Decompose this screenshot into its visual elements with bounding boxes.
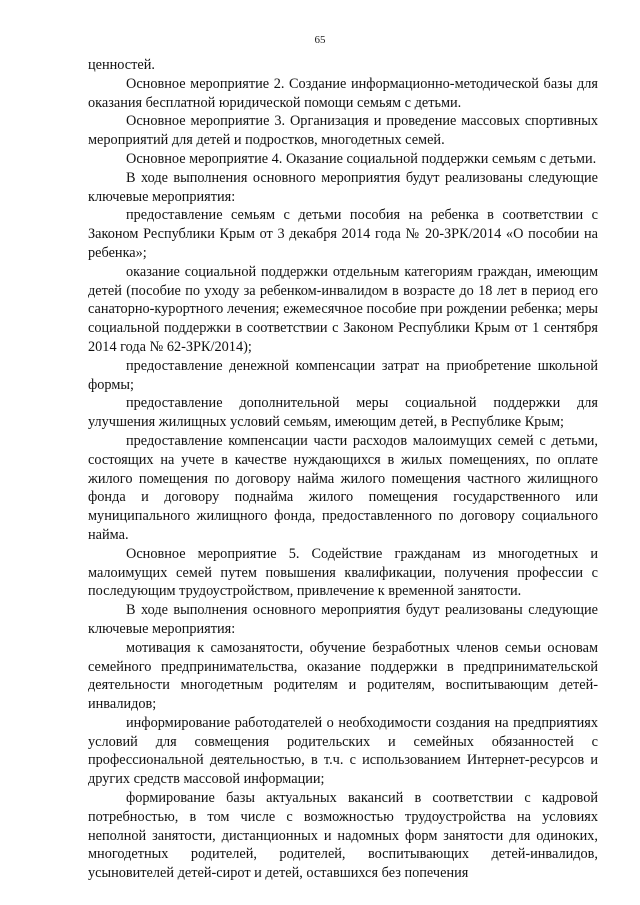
paragraph: предоставление дополнительной меры социальной поддержки для улучшения жилищных условий семьям, имеющим детей, в Республике Крым; bbox=[88, 395, 598, 431]
paragraph: Основное мероприятие 2. Создание информационно-методической базы для оказания бесплатной юридической помощи семьям с детьми. bbox=[88, 75, 598, 111]
paragraph: предоставление денежной компенсации затрат на приобретение школьной формы; bbox=[88, 357, 598, 393]
paragraph: информирование работодателей о необходимости создания на предприятиях условий для совмещения родительских и семейных обязанностей с профессиональной деятельностью, в т.ч. с использованием Интернет-ресурсов и других средств массовой информации; bbox=[88, 714, 598, 788]
paragraph: мотивация к самозанятости, обучение безработных членов семьи основам семейного предпринимательства, оказание поддержки в предпринимательской деятельности многодетным родителям и родителям, воспитывающим детей-инвалидов; bbox=[88, 639, 598, 713]
paragraph: предоставление семьям с детьми пособия на ребенка в соответствии с Законом Республики Крым от 3 декабря 2014 года № 20-ЗРК/2014 «О пособии на ребенка»; bbox=[88, 207, 598, 261]
paragraph: Основное мероприятие 3. Организация и проведение массовых спортивных мероприятий для детей и подростков, многодетных семей. bbox=[88, 113, 598, 149]
paragraph: В ходе выполнения основного мероприятия будут реализованы следующие ключевые мероприятия: bbox=[88, 169, 598, 205]
paragraph: оказание социальной поддержки отдельным категориям граждан, имеющим детей (пособие по уходу за ребенком-инвалидом в возрасте до 18 лет в период его санаторно-курортного лечения; ежемесячное пособие при рождении ребенка; меры социальной поддержки в соответствии с Законом Республики Крым от 1 сентября 2014 года № 62-ЗРК/2014); bbox=[88, 263, 598, 355]
page-number: 65 bbox=[314, 34, 326, 46]
paragraph: предоставление компенсации части расходов малоимущих семей с детьми, состоящих на учете в качестве нуждающихся в жилых помещениях, по оплате жилого помещения по договору найма жилого помещения частного жилищного фонда и договору поднайма жилого помещения государственного или муниципального жилищного фонда, предоставленного по договору социального найма. bbox=[88, 432, 598, 543]
document-body bbox=[88, 56, 598, 883]
paragraph: Основное мероприятие 5. Содействие гражданам из многодетных и малоимущих семей путем повышения квалификации, получения профессии с последующим трудоустройством, привлечение к временной занятости. bbox=[88, 545, 598, 600]
paragraph: ценностей. bbox=[88, 57, 155, 73]
paragraph: В ходе выполнения основного мероприятия будут реализованы следующие ключевые мероприятия: bbox=[88, 602, 598, 637]
paragraph: Основное мероприятие 4. Оказание социальной поддержки семьям с детьми. bbox=[126, 150, 597, 167]
paragraph: формирование базы актуальных вакансий в соответствии с кадровой потребностью, в том числе с возможностью трудоустройства на условиях неполной занятости, дистанционных и надомных форм занятости для одиноких, многодетных родителей, родителей, воспитывающих детей-инвалидов, усыновителей детей-сирот и детей, оставшихся без попечения bbox=[88, 790, 598, 882]
